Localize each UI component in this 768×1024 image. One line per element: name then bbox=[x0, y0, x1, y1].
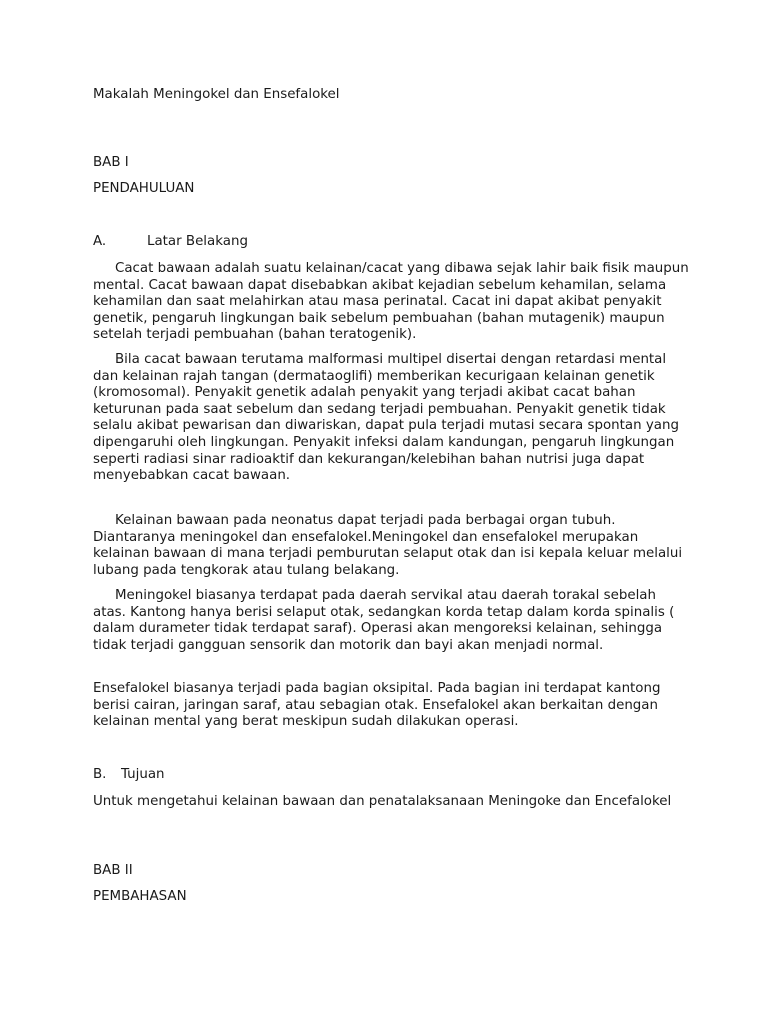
section-b-heading bbox=[93, 767, 693, 784]
paragraph-1: Cacat bawaan adalah suatu kelainan/cacat yang dibawa sejak lahir baik fisik maupun mental. Cacat bawaan dapat disebabkan akibat kejadian sebelum kehamilan, selama kehamilan dan saat melahirkan atau masa perinatal. Cacat ini dapat akibat penyakit genetik, pengaruh lingkungan baik sebelum pembuahan (bahan mutagenik) maupun setelah terjadi pembuahan (bahan teratogenik). bbox=[93, 261, 689, 343]
section-a-title: Latar Belakang bbox=[147, 234, 248, 249]
section-b-text: Untuk mengetahui kelainan bawaan dan penatalaksanaan Meningoke dan Encefalokel bbox=[93, 794, 672, 809]
chapter-1-name: PENDAHULUAN bbox=[93, 181, 195, 196]
section-b-title: Tujuan bbox=[121, 767, 165, 782]
chapter-2-label: BAB II bbox=[93, 863, 133, 878]
paragraph-2: Bila cacat bawaan terutama malformasi multipel disertai dengan retardasi mental dan kelainan rajah tangan (dermataoglifi) memberikan kecurigaan kelainan genetik (kromosomal). Penyakit genetik adalah penyakit yang terjadi akibat cacat bahan keturunan pada saat sebelum dan sedang terjadi pembuahan. Penyakit genetik tidak selalu akibat pewarisan dan diwariskan, dapat pula terjadi mutasi secara spontan yang dipengaruhi oleh lingkungan. Penyakit infeksi dalam kandungan, pengaruh lingkungan seperti radiasi sinar radioaktif dan kekurangan/kelebihan bahan nutrisi juga dapat menyebabkan cacat bawaan. bbox=[93, 352, 679, 484]
section-b-letter: B. bbox=[93, 767, 107, 782]
paragraph-4: Meningokel biasanya terdapat pada daerah servikal atau daerah torakal sebelah atas. Kantong hanya berisi selaput otak, sedangkan korda tetap dalam korda spinalis ( dalam durameter tidak terdapat saraf). Operasi akan mengoreksi kelainan, sehingga tidak terjadi gangguan sensorik dan motorik dan bayi akan menjadi normal. bbox=[93, 588, 675, 653]
paragraph-3: Kelainan bawaan pada neonatus dapat terjadi pada berbagai organ tubuh. Diantaranya meningokel dan ensefalokel.Meningokel dan ensefalokel merupakan kelainan bawaan di mana terjadi pemburutan selaput otak dan isi kepala keluar melalui lubang pada tengkorak atau tulang belakang. bbox=[93, 513, 683, 578]
section-a-letter: A. bbox=[93, 234, 107, 249]
paragraph-5: Ensefalokel biasanya terjadi pada bagian oksipital. Pada bagian ini terdapat kantong berisi cairan, jaringan saraf, atau sebagian otak. Ensefalokel akan berkaitan dengan kelainan mental yang berat meskipun sudah dilakukan operasi. bbox=[93, 681, 661, 730]
chapter-2-name: PEMBAHASAN bbox=[93, 889, 187, 904]
chapter-1-label: BAB I bbox=[93, 155, 129, 170]
section-a-heading bbox=[93, 234, 693, 251]
document-title: Makalah Meningokel dan Ensefalokel bbox=[93, 87, 340, 102]
